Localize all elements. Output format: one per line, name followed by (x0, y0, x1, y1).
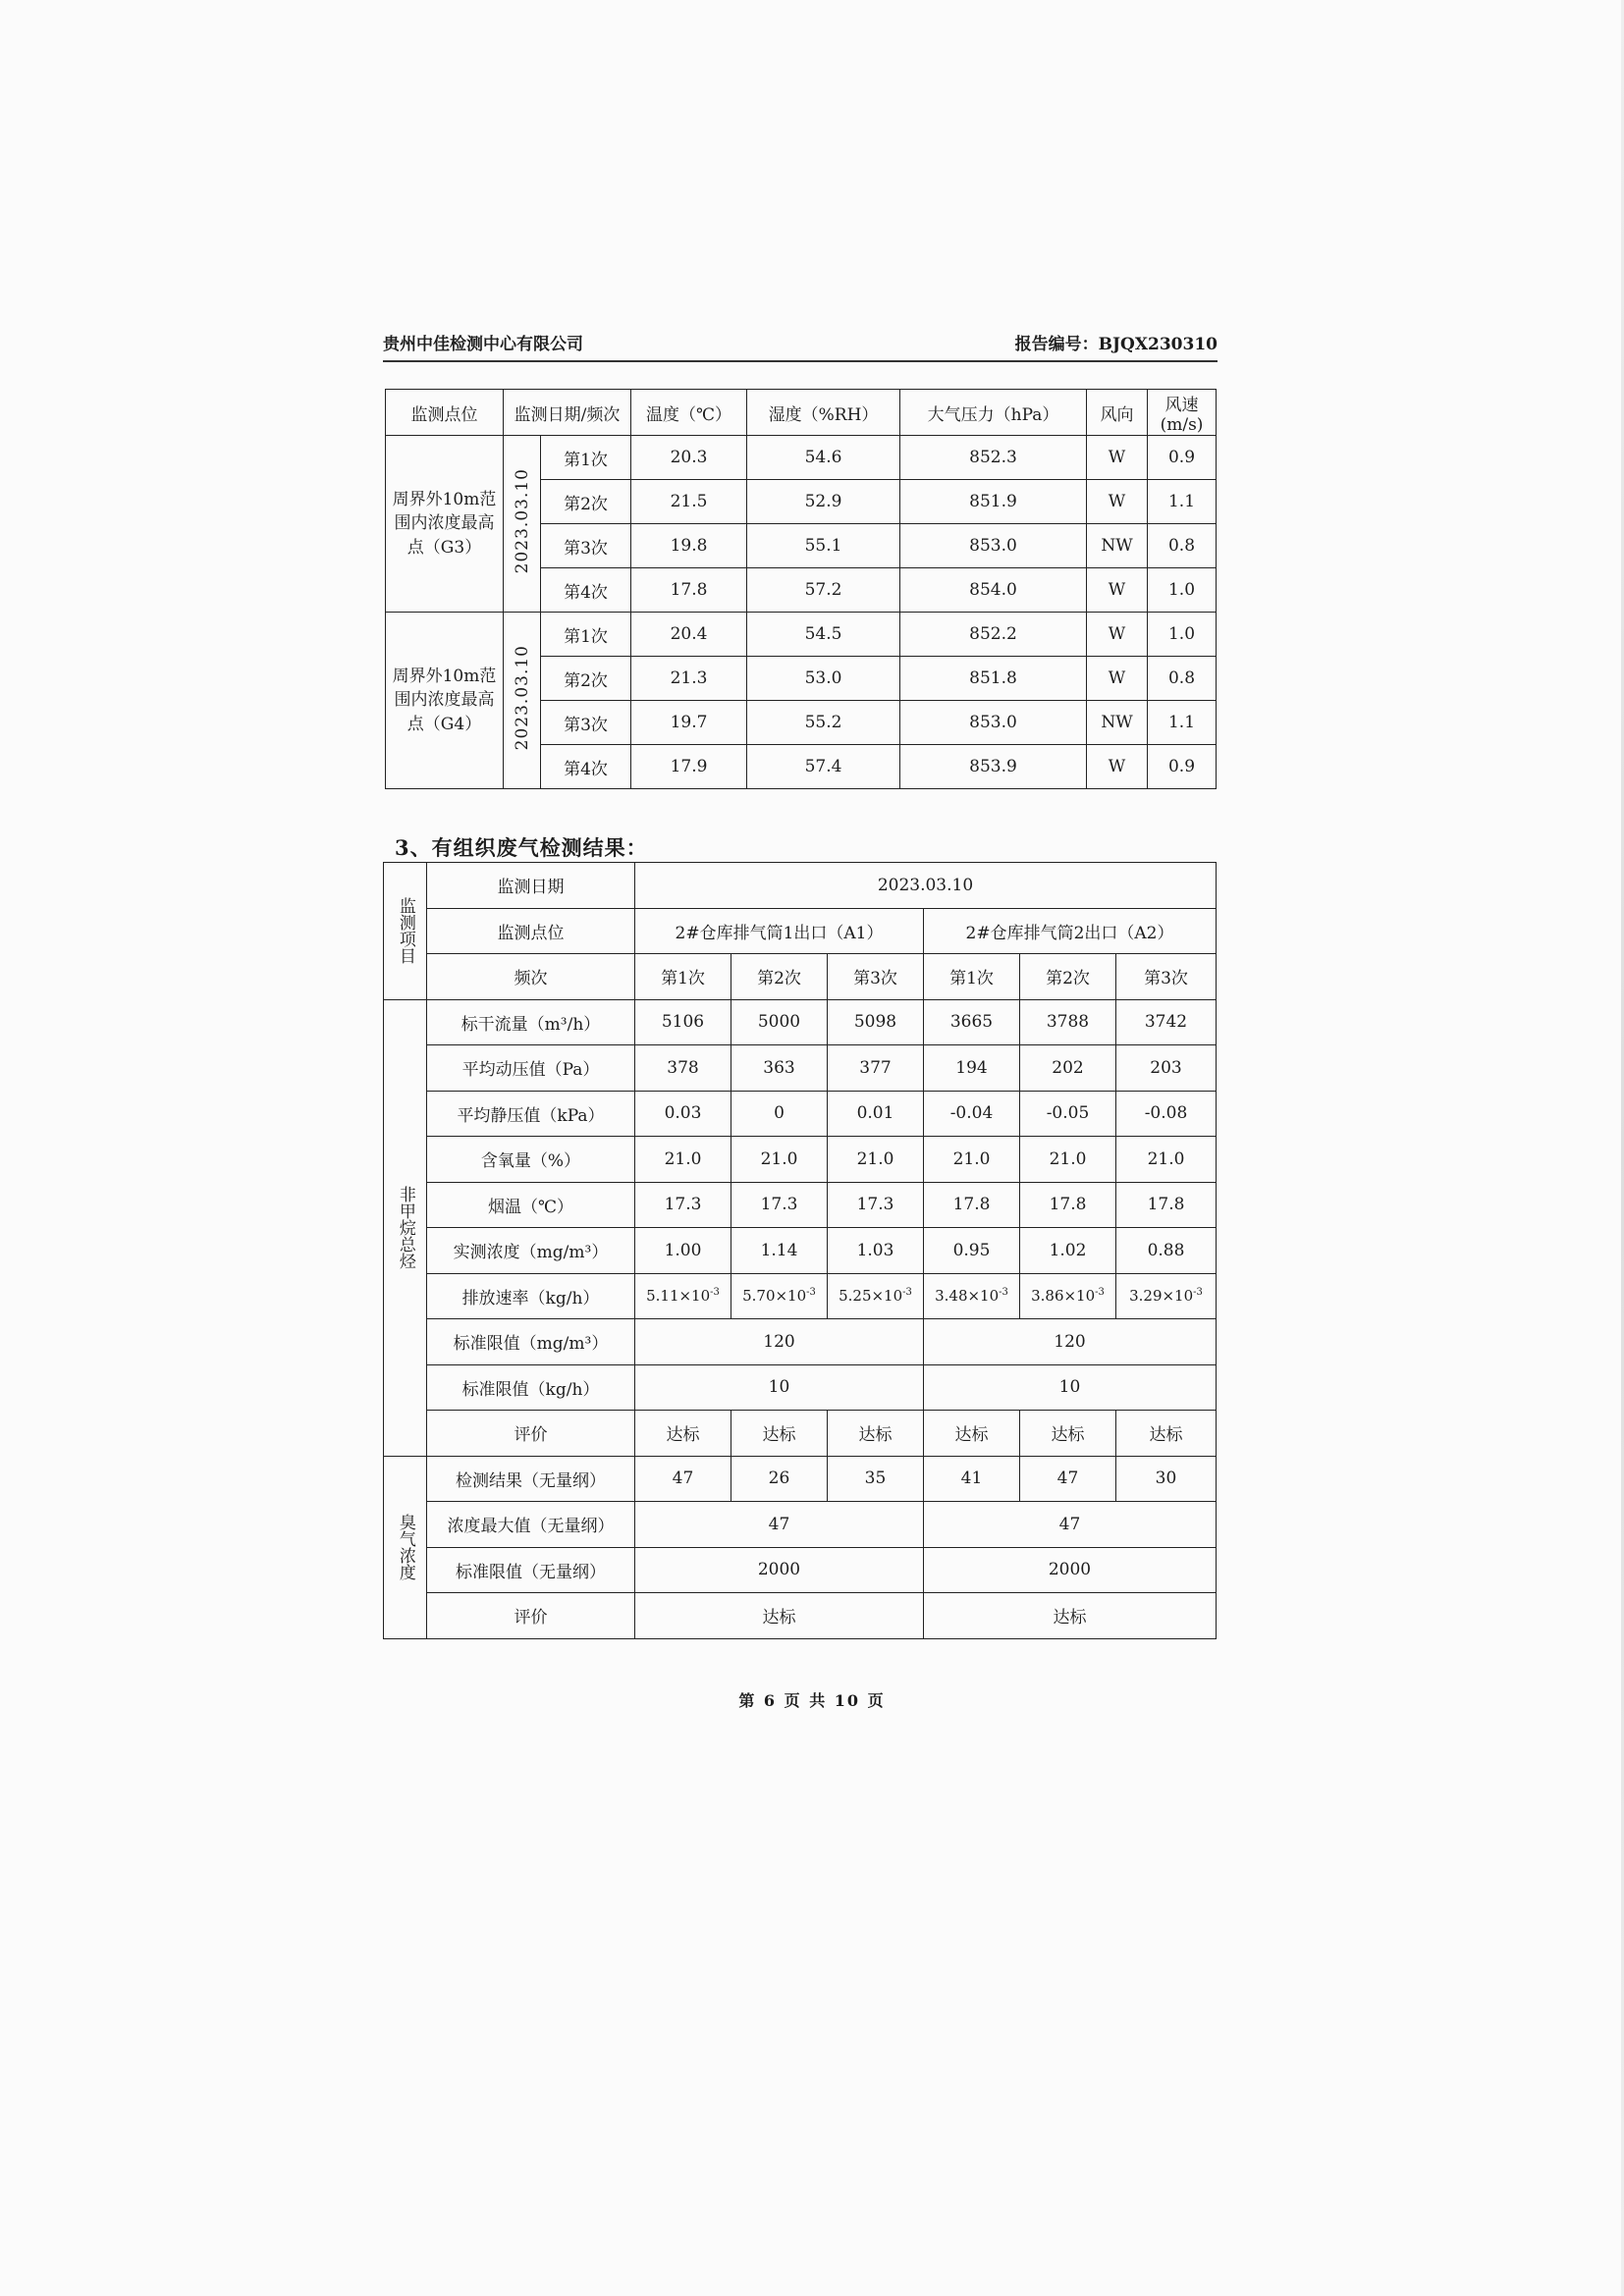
header-date-freq: 监测日期/频次 (504, 390, 631, 436)
row-label: 平均静压值（kPa） (427, 1091, 635, 1137)
freq-cell: 第1次 (541, 613, 631, 657)
table-row (384, 999, 1217, 1045)
value-cell: 377 (828, 1045, 924, 1092)
table-row (384, 1593, 1217, 1639)
table-row (386, 436, 1217, 480)
press-cell: 851.8 (900, 657, 1087, 701)
freq-cell: 第2次 (541, 657, 631, 701)
hum-cell: 57.2 (747, 568, 900, 613)
value-cell: 17.3 (731, 1182, 828, 1228)
page-header (383, 330, 1218, 362)
value-cell: 30 (1116, 1456, 1217, 1502)
freq-label: 频次 (427, 954, 635, 1000)
odor-group-label (384, 1456, 427, 1638)
hum-cell: 53.0 (747, 657, 900, 701)
speed-cell: 1.1 (1148, 480, 1217, 524)
exhaust-table (383, 862, 1217, 1639)
freq-cell: 第2次 (1020, 954, 1116, 1000)
hum-cell: 54.5 (747, 613, 900, 657)
value-cell: 0.01 (828, 1091, 924, 1137)
value-cell: 363 (731, 1045, 828, 1092)
header-site: 监测点位 (386, 390, 504, 436)
header-wind-dir: 风向 (1087, 390, 1148, 436)
date-g3: 2023.03.10 (504, 436, 541, 613)
eval-cell: 达标 (1116, 1411, 1217, 1457)
temp-cell: 19.8 (631, 524, 747, 568)
item-header (384, 863, 427, 1000)
eval-cell: 达标 (1020, 1411, 1116, 1457)
date-label: 监测日期 (427, 863, 635, 909)
value-cell: 21.0 (924, 1137, 1020, 1183)
row-label: 评价 (427, 1411, 635, 1457)
freq-cell: 第2次 (731, 954, 828, 1000)
value-cell: 21.0 (731, 1137, 828, 1183)
weather-table (385, 389, 1217, 789)
value-cell: 1.02 (1020, 1228, 1116, 1274)
value-cell: 47 (635, 1502, 924, 1548)
weather-header-row (386, 390, 1217, 436)
table-row (384, 1502, 1217, 1548)
table-row (384, 1091, 1217, 1137)
press-cell: 851.9 (900, 480, 1087, 524)
site-g4: 周界外10m范围内浓度最高点（G4） (386, 613, 504, 789)
site-a1: 2#仓库排气筒1出口（A1） (635, 908, 924, 954)
table-row (384, 1137, 1217, 1183)
rate-cell: $5.11\times 10^{-3}$ (635, 1273, 731, 1319)
date-g4: 2023.03.10 (504, 613, 541, 789)
value-cell: 47 (1020, 1456, 1116, 1502)
value-cell: 5098 (828, 999, 924, 1045)
table-row (384, 1547, 1217, 1593)
value-cell: 120 (924, 1319, 1217, 1365)
table-row (384, 908, 1217, 954)
dir-cell: W (1087, 480, 1148, 524)
table-row (384, 1045, 1217, 1092)
row-label: 烟温（℃） (427, 1182, 635, 1228)
header-hum: 湿度（%RH） (747, 390, 900, 436)
row-label: 评价 (427, 1593, 635, 1639)
value-cell: 17.8 (1116, 1182, 1217, 1228)
eval-cell: 达标 (924, 1593, 1217, 1639)
value-cell: 41 (924, 1456, 1020, 1502)
report-number: 报告编号：BJQX230310 (1014, 335, 1218, 354)
site-label: 监测点位 (427, 908, 635, 954)
speed-cell: 1.1 (1148, 701, 1217, 745)
row-label: 浓度最大值（无量纲） (427, 1502, 635, 1548)
table-row (384, 1364, 1217, 1411)
value-cell: 1.14 (731, 1228, 828, 1274)
speed-cell: 0.8 (1148, 524, 1217, 568)
value-cell: 35 (828, 1456, 924, 1502)
value-cell: 21.0 (635, 1137, 731, 1183)
value-cell: 47 (635, 1456, 731, 1502)
rate-cell: $5.25\times 10^{-3}$ (828, 1273, 924, 1319)
value-cell: 0.95 (924, 1228, 1020, 1274)
table-row (384, 1228, 1217, 1274)
rate-cell: $3.29\times 10^{-3}$ (1116, 1273, 1217, 1319)
value-cell: 1.00 (635, 1228, 731, 1274)
value-cell: 26 (731, 1456, 828, 1502)
header-temp: 温度（℃） (631, 390, 747, 436)
freq-cell: 第4次 (541, 745, 631, 789)
value-cell: 17.3 (635, 1182, 731, 1228)
dir-cell: NW (1087, 524, 1148, 568)
value-cell: 21.0 (828, 1137, 924, 1183)
page-footer: 第 6 页 共 10 页 (738, 1691, 886, 1710)
freq-cell: 第4次 (541, 568, 631, 613)
temp-cell: 17.8 (631, 568, 747, 613)
row-label: 标准限值（mg/m³） (427, 1319, 635, 1365)
speed-cell: 0.9 (1148, 436, 1217, 480)
value-cell: 0 (731, 1091, 828, 1137)
table-row (384, 1182, 1217, 1228)
speed-cell: 1.0 (1148, 568, 1217, 613)
value-cell: 10 (635, 1364, 924, 1411)
row-label: 含氧量（%） (427, 1137, 635, 1183)
dir-cell: NW (1087, 701, 1148, 745)
row-label: 实测浓度（mg/m³） (427, 1228, 635, 1274)
press-cell: 854.0 (900, 568, 1087, 613)
rate-cell: $3.48\times 10^{-3}$ (924, 1273, 1020, 1319)
row-label: 标干流量（m³/h） (427, 999, 635, 1045)
temp-cell: 20.4 (631, 613, 747, 657)
row-label: 平均动压值（Pa） (427, 1045, 635, 1092)
temp-cell: 21.3 (631, 657, 747, 701)
hum-cell: 55.2 (747, 701, 900, 745)
temp-cell: 20.3 (631, 436, 747, 480)
table-row (384, 863, 1217, 909)
nmhc-group-label (384, 999, 427, 1456)
dir-cell: W (1087, 568, 1148, 613)
freq-cell: 第2次 (541, 480, 631, 524)
value-cell: 194 (924, 1045, 1020, 1092)
row-label: 标准限值（无量纲） (427, 1547, 635, 1593)
odor-group-text: 臭气浓度 (395, 1514, 415, 1580)
eval-cell: 达标 (924, 1411, 1020, 1457)
freq-cell: 第1次 (635, 954, 731, 1000)
value-cell: 47 (924, 1502, 1217, 1548)
value-cell: 3742 (1116, 999, 1217, 1045)
value-cell: 5000 (731, 999, 828, 1045)
press-cell: 852.2 (900, 613, 1087, 657)
press-cell: 852.3 (900, 436, 1087, 480)
value-cell: 378 (635, 1045, 731, 1092)
value-cell: 2000 (635, 1547, 924, 1593)
freq-cell: 第1次 (924, 954, 1020, 1000)
value-cell: 203 (1116, 1045, 1217, 1092)
table-row (384, 954, 1217, 1000)
freq-cell: 第1次 (541, 436, 631, 480)
dir-cell: W (1087, 436, 1148, 480)
header-wind-speed: 风速(m/s) (1148, 390, 1217, 436)
freq-cell: 第3次 (1116, 954, 1217, 1000)
press-cell: 853.9 (900, 745, 1087, 789)
value-cell: 2000 (924, 1547, 1217, 1593)
nmhc-group-text: 非甲烷总烃 (395, 1186, 415, 1269)
value-cell: 120 (635, 1319, 924, 1365)
value-cell: 21.0 (1020, 1137, 1116, 1183)
temp-cell: 17.9 (631, 745, 747, 789)
temp-cell: 21.5 (631, 480, 747, 524)
company-name: 贵州中佳检测中心有限公司 (383, 335, 583, 354)
hum-cell: 52.9 (747, 480, 900, 524)
row-label: 检测结果（无量纲） (427, 1456, 635, 1502)
item-header-text: 监测项目 (395, 897, 415, 965)
press-cell: 853.0 (900, 524, 1087, 568)
press-cell: 853.0 (900, 701, 1087, 745)
value-cell: 10 (924, 1364, 1217, 1411)
rate-cell: $5.70\times 10^{-3}$ (731, 1273, 828, 1319)
value-cell: 202 (1020, 1045, 1116, 1092)
table-row (384, 1456, 1217, 1502)
value-cell: 17.8 (924, 1182, 1020, 1228)
value-cell: 0.03 (635, 1091, 731, 1137)
dir-cell: W (1087, 613, 1148, 657)
freq-cell: 第3次 (541, 524, 631, 568)
header-press: 大气压力（hPa） (900, 390, 1087, 436)
speed-cell: 0.9 (1148, 745, 1217, 789)
dir-cell: W (1087, 657, 1148, 701)
value-cell: -0.05 (1020, 1091, 1116, 1137)
speed-cell: 0.8 (1148, 657, 1217, 701)
value-cell: 17.3 (828, 1182, 924, 1228)
eval-cell: 达标 (828, 1411, 924, 1457)
hum-cell: 55.1 (747, 524, 900, 568)
hum-cell: 57.4 (747, 745, 900, 789)
value-cell: 3788 (1020, 999, 1116, 1045)
speed-cell: 1.0 (1148, 613, 1217, 657)
table-row (384, 1411, 1217, 1457)
dir-cell: W (1087, 745, 1148, 789)
rate-cell: $3.86\times 10^{-3}$ (1020, 1273, 1116, 1319)
eval-cell: 达标 (731, 1411, 828, 1457)
table-row (384, 1273, 1217, 1319)
site-g3: 周界外10m范围内浓度最高点（G3） (386, 436, 504, 613)
date-value: 2023.03.10 (635, 863, 1217, 909)
freq-cell: 第3次 (828, 954, 924, 1000)
value-cell: 17.8 (1020, 1182, 1116, 1228)
table-row (386, 613, 1217, 657)
value-cell: 3665 (924, 999, 1020, 1045)
eval-cell: 达标 (635, 1411, 731, 1457)
hum-cell: 54.6 (747, 436, 900, 480)
section-title: 3、有组织废气检测结果： (395, 835, 648, 860)
row-label: 排放速率（kg/h） (427, 1273, 635, 1319)
value-cell: -0.04 (924, 1091, 1020, 1137)
row-label: 标准限值（kg/h） (427, 1364, 635, 1411)
value-cell: 1.03 (828, 1228, 924, 1274)
value-cell: 21.0 (1116, 1137, 1217, 1183)
eval-cell: 达标 (635, 1593, 924, 1639)
table-row (384, 1319, 1217, 1365)
freq-cell: 第3次 (541, 701, 631, 745)
value-cell: 0.88 (1116, 1228, 1217, 1274)
value-cell: 5106 (635, 999, 731, 1045)
site-a2: 2#仓库排气筒2出口（A2） (924, 908, 1217, 954)
temp-cell: 19.7 (631, 701, 747, 745)
value-cell: -0.08 (1116, 1091, 1217, 1137)
